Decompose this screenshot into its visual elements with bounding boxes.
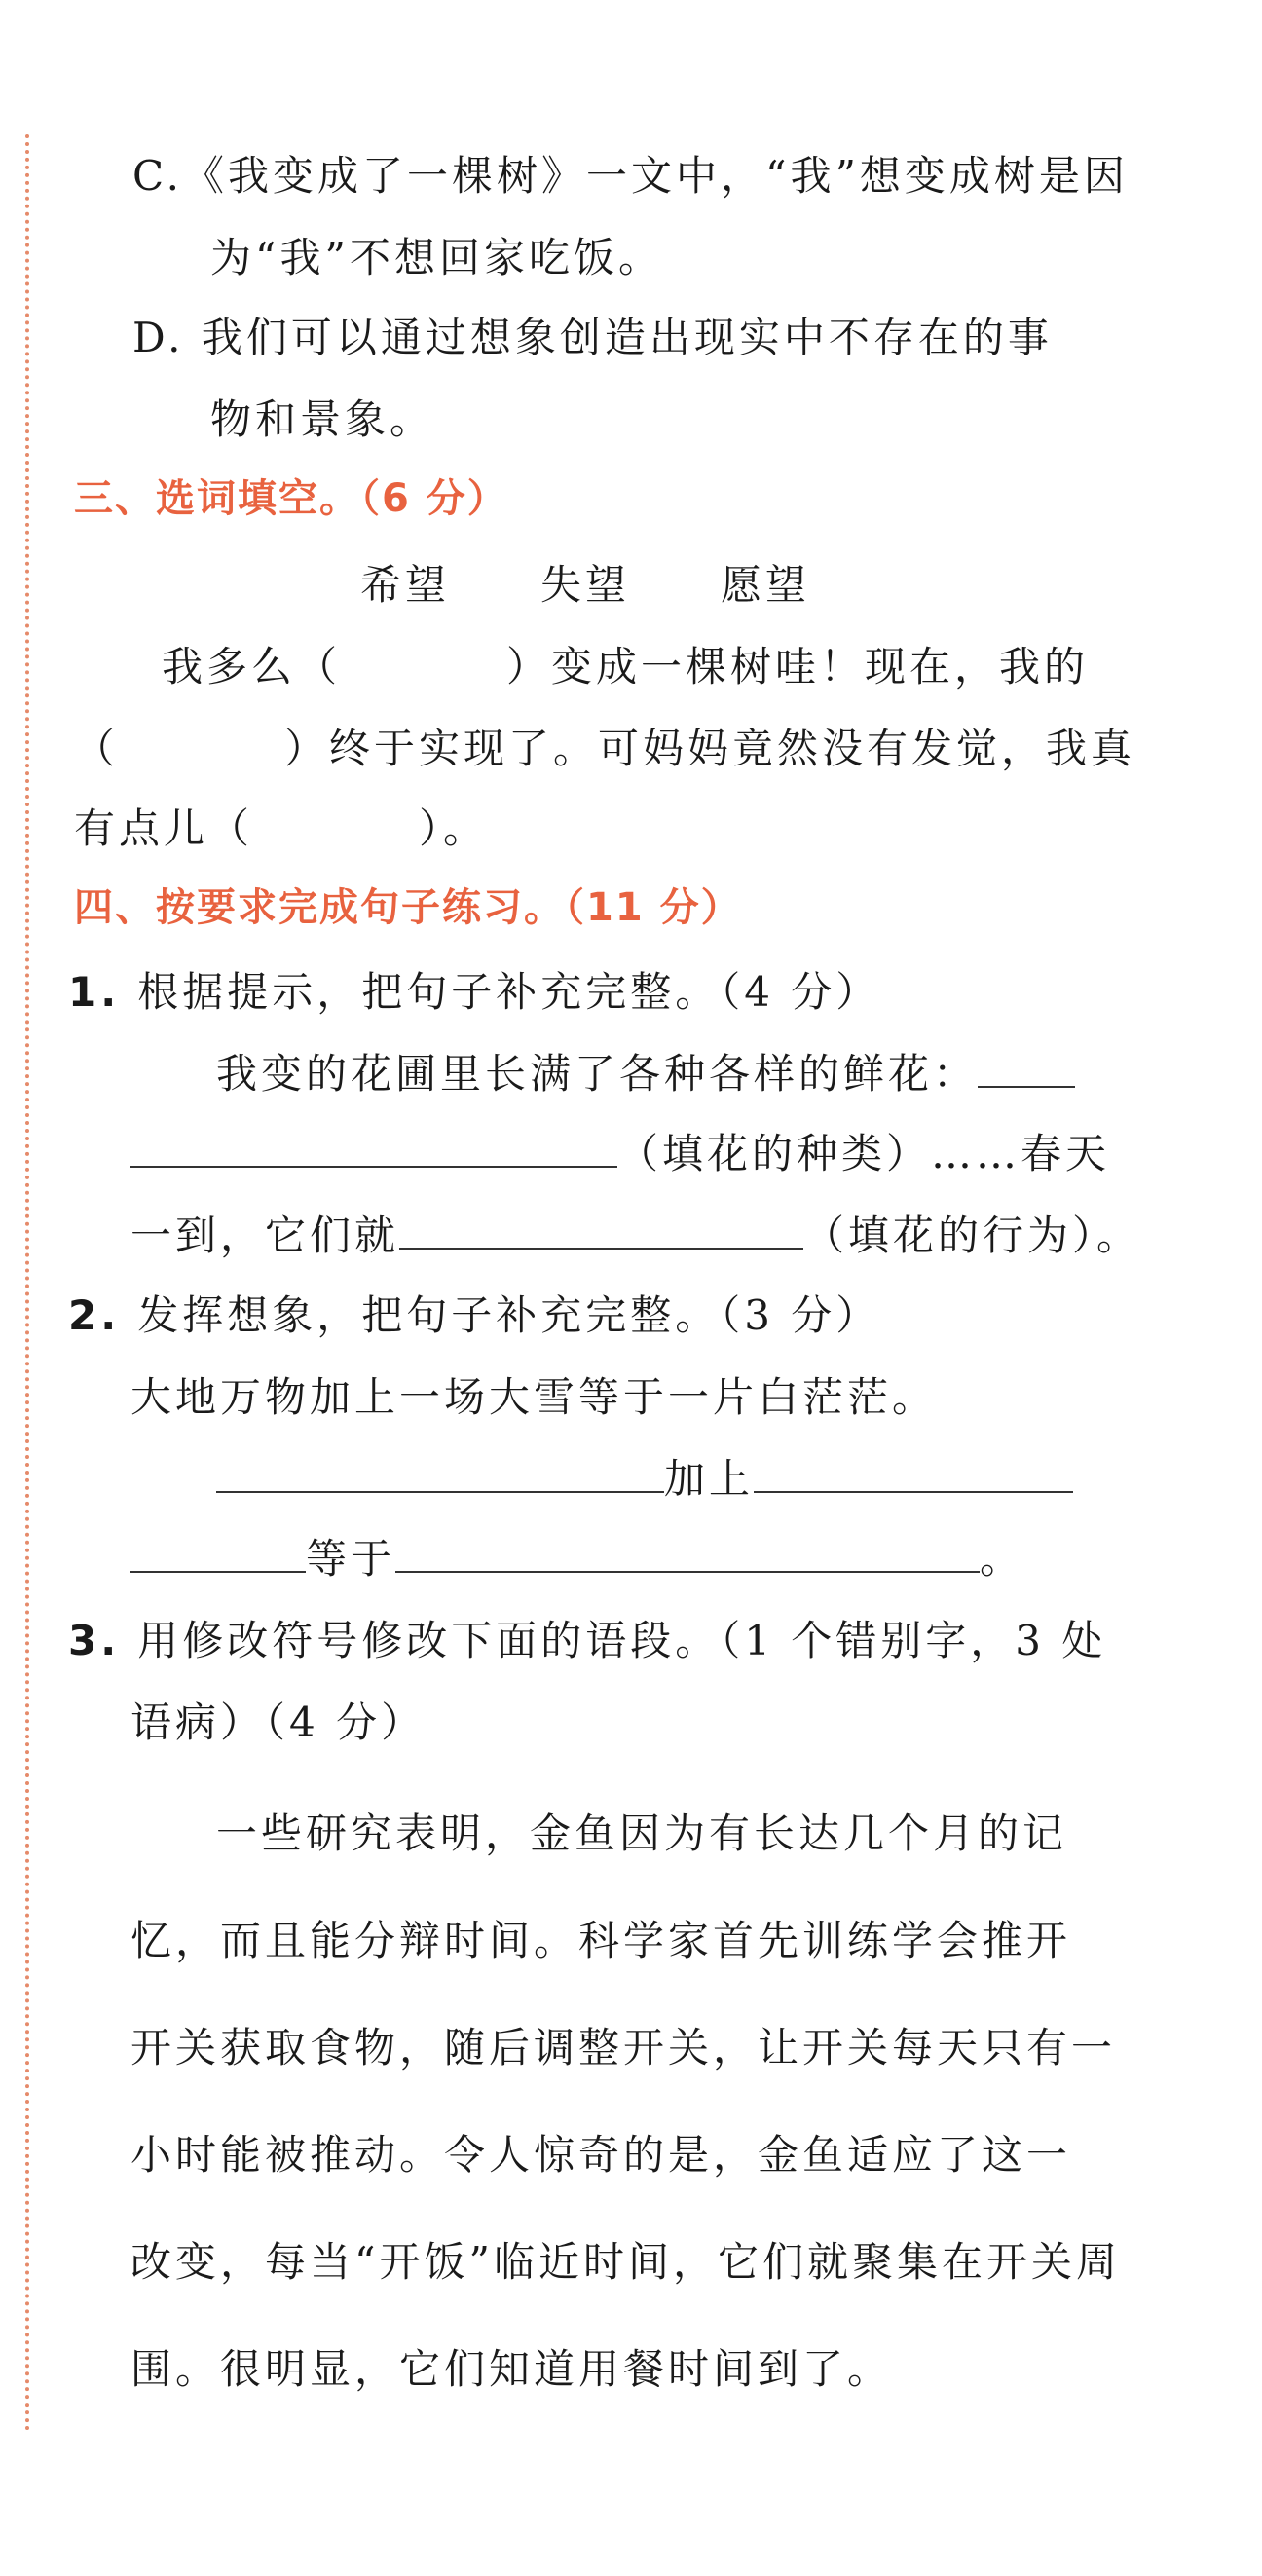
answer-line[interactable] (754, 1456, 1073, 1493)
q2-example: 大地万物加上一场大雪等于一片白茫茫。 (130, 1373, 938, 1421)
text: （ (74, 725, 120, 772)
answer-line[interactable] (130, 1131, 617, 1168)
answer-line[interactable] (216, 1456, 664, 1493)
q1-line1 (216, 1042, 1075, 1101)
word-bank-item: 愿望 (721, 561, 811, 609)
text: 用修改符号修改下面的语段。（1 个错别字，3 处 (137, 1617, 1107, 1664)
answer-line[interactable] (130, 1536, 306, 1573)
text: 我多么（ (162, 643, 342, 691)
word-bank-item: 希望 (360, 561, 451, 609)
option-c-line1: C.《我变成了一棵树》一文中，“我”想变成树是因 (132, 152, 1129, 200)
text: 我变的花圃里长满了各种各样的鲜花： (216, 1050, 979, 1098)
option-c-line2: 为“我”不想回家吃饭。 (210, 234, 663, 281)
text: 发挥想象，把句子补充完整。（3 分） (137, 1291, 881, 1339)
text: 等于 (306, 1535, 396, 1583)
text: 根据提示，把句子补充完整。（4 分） (137, 968, 881, 1016)
section3-heading: 三、选词填空。（6 分） (74, 476, 508, 521)
q1-line3 (130, 1204, 1141, 1262)
q2-prompt (68, 1284, 880, 1342)
q3-paragraph-line: 一些研究表明，金鱼因为有长达几个月的记 (216, 1810, 1068, 1857)
section3-line1 (162, 635, 1089, 693)
q3-paragraph-line: 改变，每当“开饭”临近时间，它们就聚集在开关周 (130, 2238, 1121, 2286)
q2-line1 (216, 1447, 1073, 1506)
text: 加上 (664, 1455, 755, 1503)
text: ）变成一棵树哇！现在，我的 (506, 643, 1090, 691)
q3-prompt (68, 1609, 1106, 1667)
section4-heading: 四、按要求完成句子练习。（11 分） (74, 885, 742, 930)
answer-line[interactable] (395, 1536, 980, 1573)
section3-line2 (74, 717, 1135, 775)
section3-line3 (74, 797, 488, 855)
q3-paragraph-line: 围。很明显，它们知道用餐时间到了。 (130, 2345, 893, 2393)
text: 。 (980, 1535, 1025, 1583)
text: ）终于实现了。可妈妈竟然没有发觉，我真 (284, 725, 1136, 772)
option-d-line1: D. 我们可以通过想象创造出现实中不存在的事 (132, 314, 1053, 361)
word-bank-item: 失望 (540, 561, 631, 609)
text: ）。 (419, 804, 489, 852)
answer-line[interactable] (399, 1213, 803, 1250)
q2-line2 (130, 1527, 1024, 1586)
text: （填花的行为）。 (803, 1212, 1142, 1259)
q3-paragraph-line: 小时能被推动。令人惊奇的是，金鱼适应了这一 (130, 2131, 1072, 2179)
text: 一到，它们就 (130, 1212, 400, 1259)
q1-line2 (130, 1122, 1110, 1180)
question-number: 1. (68, 968, 121, 1016)
margin-dotted-line (25, 134, 29, 2433)
q3-prompt-line2: 语病）（4 分） (130, 1699, 427, 1746)
question-number: 2. (68, 1291, 121, 1339)
question-number: 3. (68, 1617, 121, 1664)
q1-prompt (68, 960, 880, 1019)
q3-paragraph-line: 开关获取食物，随后调整开关，让开关每天只有一 (130, 2024, 1117, 2072)
q3-paragraph-line: 忆，而且能分辩时间。科学家首先训练学会推开 (130, 1917, 1072, 1964)
text: （填花的种类）……春天 (617, 1130, 1111, 1177)
option-d-line2: 物和景象。 (210, 395, 435, 443)
answer-line[interactable] (978, 1051, 1075, 1088)
text: 有点儿（ (74, 804, 254, 852)
